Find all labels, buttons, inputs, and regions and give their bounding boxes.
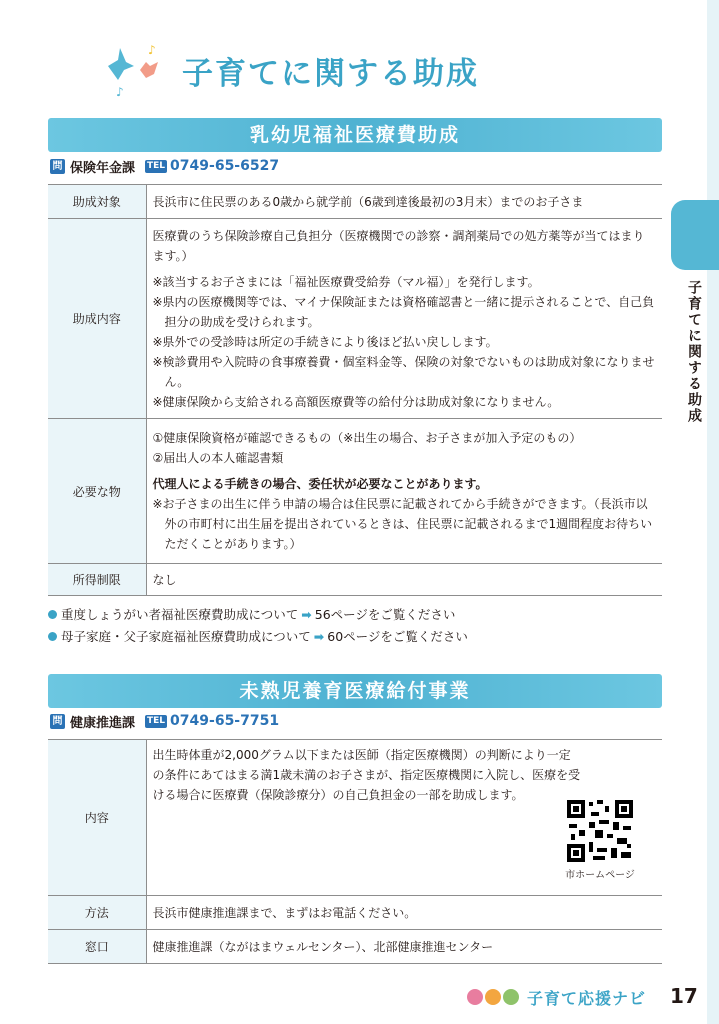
- reference-link-disability[interactable]: [48, 605, 455, 623]
- tel-badge: TEL: [147, 160, 166, 171]
- row-value-window: 健康推進課（ながはまウェルセンター）、北部健康推進センター: [146, 930, 662, 964]
- table-row: [48, 419, 662, 564]
- row-label-window: 窓口: [48, 930, 146, 964]
- side-tab-label: 子育てに関する助成: [686, 280, 702, 424]
- reference-page: 60ページをご覧ください: [327, 629, 468, 644]
- footer-brand: [467, 985, 646, 1009]
- row-label-target: 助成対象: [48, 185, 146, 219]
- bullet-icon: [48, 632, 57, 641]
- section-header-premature: 未熟児養育医療給付事業: [48, 674, 662, 708]
- contact-line-1: [50, 156, 279, 176]
- phone-number[interactable]: 0749-65-7751: [170, 713, 280, 729]
- reference-link-single-parent[interactable]: [48, 627, 468, 645]
- table-row: [48, 896, 662, 930]
- table-row: [48, 564, 662, 596]
- arrow-right-icon: ➡: [313, 628, 325, 644]
- content-main-text: 医療費のうち保険診療自己負担分（医療機関での診察・調剤薬局での処方薬等が当てはまります。）: [152, 228, 645, 263]
- inquiry-badge: 問: [50, 714, 65, 729]
- needs-proxy-note: 代理人による手続きの場合、委任状が必要なことがあります。: [152, 477, 488, 491]
- brand-circle-icon: [485, 989, 501, 1005]
- row-value-target: 長浜市に住民票のある0歳から就学前（6歳到達後最初の3月末）までのお子さま: [146, 185, 662, 219]
- content-note: ※検診費用や入院時の食事療養費・個室料金等、保険の対象でないものは助成対象になりません。: [152, 354, 655, 389]
- page-number: 17: [670, 984, 698, 1008]
- brand-name: 子育て応援ナビ: [527, 988, 647, 1008]
- reference-page: 56ページをご覧ください: [314, 607, 456, 622]
- qr-code-icon[interactable]: [567, 800, 633, 862]
- inquiry-badge: 問: [50, 159, 65, 174]
- row-label-content: 助成内容: [48, 219, 146, 419]
- bullet-icon: [48, 610, 57, 619]
- svg-text:♪: ♪: [148, 44, 156, 57]
- content-note: ※県外での受診時は所定の手続きにより後ほど払い戻しします。: [152, 334, 498, 349]
- table-row: [48, 930, 662, 964]
- row-value-needs: [146, 419, 662, 564]
- needs-item: ②届出人の本人確認書類: [152, 451, 284, 465]
- content-note: ※県内の医療機関等では、マイナ保険証または資格確認書と一緒に提示されることで、自己負担分の助成を受けられます。: [152, 294, 655, 329]
- row-label-content: 内容: [48, 740, 146, 896]
- brand-circle-icon: [503, 989, 519, 1005]
- row-value-income: なし: [146, 564, 662, 596]
- brand-circle-icon: [467, 989, 483, 1005]
- infant-medical-table: [48, 184, 662, 596]
- contact-line-2: [50, 711, 279, 731]
- phone-number[interactable]: 0749-65-6527: [170, 158, 280, 174]
- svg-text:♪: ♪: [116, 85, 124, 99]
- content-note: ※健康保険から支給される高額医療費等の給付分は助成対象になりません。: [152, 394, 560, 409]
- tel-badge: TEL: [147, 715, 166, 726]
- arrow-right-icon: ➡: [301, 606, 312, 622]
- section-header-infant-medical: 乳幼児福祉医療費助成: [48, 118, 662, 152]
- row-value-method: 長浜市健康推進課まで、まずはお電話ください。: [146, 896, 662, 930]
- bird-music-icon: [100, 44, 180, 104]
- table-row: [48, 219, 662, 419]
- row-label-needs: 必要な物: [48, 419, 146, 564]
- needs-note: ※お子さまの出生に伴う申請の場合は住民票に記載されてから手続きができます。（長浜市以外の市町村に出生届を提出されているときは、住民票に記載されるまで1週間程度お待ちいただくことがあります。）: [152, 497, 653, 551]
- content-note: ※該当するお子さまには「福祉医療費受給券（マル福）」を発行します。: [152, 274, 540, 289]
- side-tab: [671, 200, 719, 270]
- row-label-income: 所得制限: [48, 564, 146, 596]
- reference-text: 母子家庭・父子家庭福祉医療費助成について: [61, 629, 311, 644]
- row-label-method: 方法: [48, 896, 146, 930]
- table-row: [48, 185, 662, 219]
- department-name: 健康推進課: [70, 715, 136, 731]
- row-value-content: [146, 219, 662, 419]
- needs-item: ①健康保険資格が確認できるもの（※出生の場合、お子さまが加入予定のもの）: [152, 431, 582, 445]
- department-name: 保険年金課: [70, 160, 136, 176]
- reference-text: 重度しょうがい者福祉医療費助成について: [61, 607, 299, 622]
- row-value-content: 出生時体重が2,000グラム以下または医師（指定医療機関）の判断により一定の条件にあてはまる満1歳未満のお子さまが、指定医療機関に入院し、医療を受ける場合に医療費（保険診療分）の自己負担金の一部を助成します。: [146, 740, 662, 896]
- qr-label: 市ホームページ: [565, 870, 635, 881]
- page-title: 子育てに関する助成: [182, 56, 479, 92]
